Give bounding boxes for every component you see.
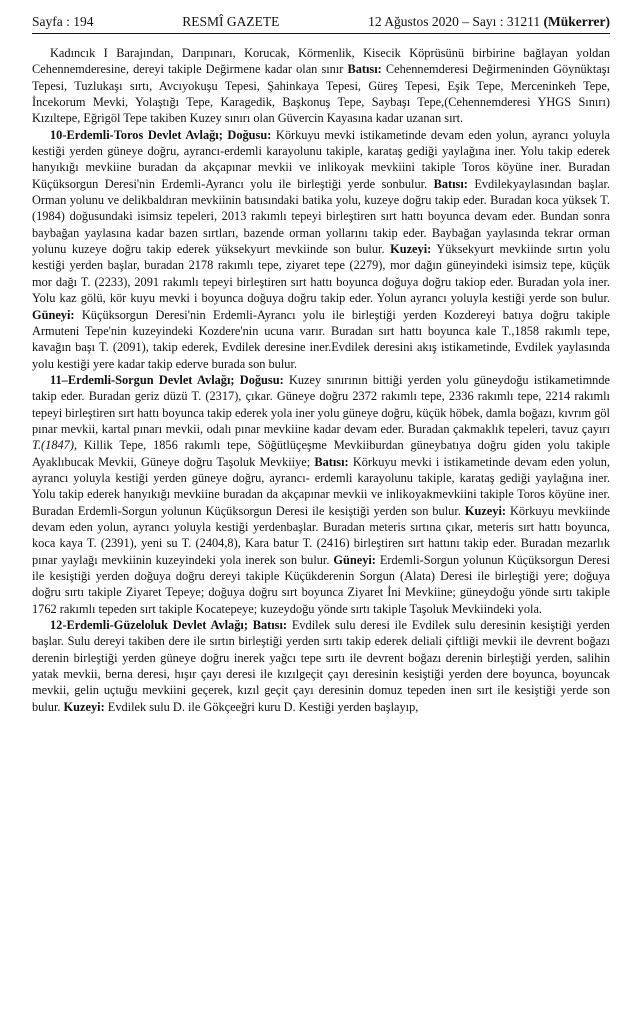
paragraph-p10 xyxy=(32,127,610,372)
paragraph-p12 xyxy=(32,617,610,715)
text-run: Evdilek sulu deresi ile Evdilek sulu deresinin kesiştiği yerden başlar. Sulu dereyi takiben dere ile sırtın birleştiği yerden sırtı takip ederek deliali çiftliği mevkii ile devrent boğazı derenin birleştiği yerden güneye doğru inerek yağcı tepe sırtı ile devrent boğazı derenin birleştiği yerden, salihin yatak mevkii, berna deresi, hışır çayı deresi ile kızılgeçit çayı deresinin kesiştiği yerden dere boyunca, boyuncak mevkii, gelin uçtuğu mevkiini geçerek, kızıl geçit çayı deresinin domuz tepeden inen sırt ile kesiştiği yerde son bulur. xyxy=(32,618,610,714)
page-number: Sayfa : 194 xyxy=(32,14,94,29)
bold-run: Kuzeyi: xyxy=(63,699,105,714)
gazette-page xyxy=(32,14,610,715)
page-header xyxy=(32,14,610,34)
bold-run: Batısı: xyxy=(314,454,349,469)
text-run: Körkuyu mevkiinde devam eden yolun, ayrancı yoluyla kestiği yerdenbaşlar. Buradan meteris sırtına çıkar, meteris sırt hattı boyunca, koca kaya T. (2391), yeni su T. (2404,8), Kara batur T. (2416) birleştiren sırt hattını takip eder. Buradan mezarlık pınar yaylağı mevkiinin kuzeyindeki yola inerek son bulur. xyxy=(32,503,610,567)
bold-run: Kuzeyi: xyxy=(390,242,432,257)
text-run: Kuzey sınırının bittiği yerden yolu güneydoğu istikametimnde takip eder. Buradan geriz düzü T. (2317), çıkar. Güneye doğru 2372 rakımlı tepe, 2336 rakımlı tepe, 2214 rakımlı tepeyi birleştiren sırt hattı boyunca takip ederek yola iner yolu güneye doğru, küçük höbek, damla boğazı, kıvrım göl pınar mevkii, kartal pınarı mevkii, odalı pınar mevkiine kadar devam eder. Buradan çakmaklık tepeleri, tavuz çayırı xyxy=(32,372,610,436)
text-run: Cehennemderesi Değirmeninden Göynüktaşı Tepesi, Tuzlukaşı sırtı, Avcıyokuşu Tepesi, Şahinkaya Tepesi, Güreş Tepesi, Eşik Tepe, Merceninkeh Tepe, İncekorum Mevki, Yolaştığı Tepe, Karagedik, Başkonuş Tepe, Saybaşı Tepe,(Cehennemderesi YHGS Sınırı) Kızıltepe, Eğrigöl Tepe takiben Kuzey sınırı olan Güvercin Kayasına kadar uzanan sırt. xyxy=(32,62,610,126)
text-run: Evdilekyaylasından başlar. Orman yolunu ve delikbaldıran mevkiinin batısındaki batika yolu, kuzeye doğru takip eder. Buradan koca yüksek T. (1984) doğusundaki isimsiz tepeleri, 2013 rakımlı tepeyi birleştiren sırt hattı boyunca devam eder. Bundan sonra baybağan yaylasına kadar bazen sırtları, bazende orman yollarını takip eder. Baybağan yaylasında tekrar orman yolunu kuzeye doğru takip ederek yüksekyurt mevkiinde son bulur. xyxy=(32,176,610,257)
text-run: Erdemli-Sorgun yolunun Küçüksorgun Deresi ile kesiştiği yerden doğuya doğru dereyi takiple Küçükderenin Sorgun (Alata) Deresi ile birleştiği yere; doğuya doğru sırtı takiple Ziyaret Tepeye; doğuya doğru sırt boyunca Ziyaret İni Mevkiine; güneydoğu yönde sırtı takiple 1762 rakımlı tepeden sırt takiple Kocatepeye; kuzeydoğu yönde sırtı takiple Taşoluk Mevkiindeki yola. xyxy=(32,552,610,616)
bold-run: 11–Erdemli-Sorgun Devlet Avlağı; Doğusu: xyxy=(50,372,284,387)
document-body xyxy=(32,45,610,715)
text-run: Killik Tepe, 1856 rakımlı tepe, Söğütlüçeşme Mevkiiburdan güneybatıya doğru giden yolu takiple Ayaklıbucak Mevkii, Güneye doğru Taşoluk Mevkiiye; xyxy=(32,438,610,469)
bold-run: Güneyi: xyxy=(32,307,75,322)
gazette-title: RESMÎ GAZETE xyxy=(182,14,280,29)
text-run: Yüksekyurt mevkiinde sırtın yolu kestiği yerden başlar, buradan 2178 rakımlı tepe, ziyaret tepe (2279), mor dağın güneyindeki isimsiz tepe, küçük mor dağı T. (2233), 2091 rakımlı tepeyi birleştiren sırt hattı boyunca doğuya doğru takiop eder. Buradan yola iner. Yolu kaz gölü, kör kuyu mevki i boyunca doğuya doğru takip eder. Yolun ayrancı yoluyla kestiği yerde son bulur. xyxy=(32,242,610,306)
bold-run: Güneyi: xyxy=(333,552,376,567)
issue-extra: (Mükerrer) xyxy=(543,14,610,29)
paragraph-p0 xyxy=(32,45,610,127)
paragraph-p11 xyxy=(32,372,610,617)
text-run: Körkuyu mevki i istikametinde devam eden yolun, ayrancı yoluyla kestiği yerden güneye doğru, ayrancı- erdemli karayolunu takiple, karataş gediği yaylağına iner. Yolu takip ederek hanyıkığı mevkiine buradan da akçapınar mevkii ve inlikoyakmevkiini takiple Toros köyüne iner. Buradan Erdemli-Sorgun yolunun Küçüksorgun Deresi ile kesiştiği yerden son bulur. xyxy=(32,454,610,518)
text-run: Evdilek sulu D. ile Gökçeeğri kuru D. Kestiği yerden başlayıp, xyxy=(104,699,419,714)
bold-run: 10-Erdemli-Toros Devlet Avlağı; Doğusu: xyxy=(50,127,272,142)
issue-info xyxy=(368,14,610,30)
bold-run: Batısı: xyxy=(347,62,382,77)
bold-run: Batısı: xyxy=(433,176,468,191)
text-run: Körkuyu mevki istikametinde devam eden yolun, ayrancı yoluyla kestiği yerden güneye doğru, ayrancı-erdemli karayolunu takiple, karataş gediği yaylağına iner. Yolu takip ederek hanyıkığı mevkiine buradan da akçapınar mevkii ve inlikoyak mevkiini takiple Toros köyüne iner. Buradan Küçüksorgun Deresi'nin Erdemli-Ayrancı yolu ile birleştiği yerde sonbulur. xyxy=(32,127,610,191)
bold-run: Kuzeyi: xyxy=(464,503,506,518)
text-run: Küçüksorgun Deresi'nin Erdemli-Ayrancı yolu ile birleştiği yerden Kozdereyi batıya doğru takiple Armuteni Tepe'nin kuzeyindeki Kozdere'nin ucuna varır. Buradan sırt hattı boyunca kale T.,1858 rakımlı tepe, kavağın başı T. (2091), takip ederek, Evdilek deresine iner.Evdilek deresini akış istikametinde, Evdilek yaylasında yolu kestiği yere kadar takip ederve burada son bulur. xyxy=(32,307,610,371)
italic-run: T.(1847), xyxy=(32,438,78,453)
text-run: Kadıncık I Barajından, Darıpınarı, Korucak, Körmenlik, Kisecik Köprüsünü birbirine bağlayan yoldan Cehennemderesine, dereyi takiple Değirmene kadar olan sınır xyxy=(32,46,610,77)
bold-run: 12-Erdemli-Güzeloluk Devlet Avlağı; Batısı: xyxy=(50,618,288,633)
issue-date: 12 Ağustos 2020 – Sayı : 31211 xyxy=(368,14,541,29)
